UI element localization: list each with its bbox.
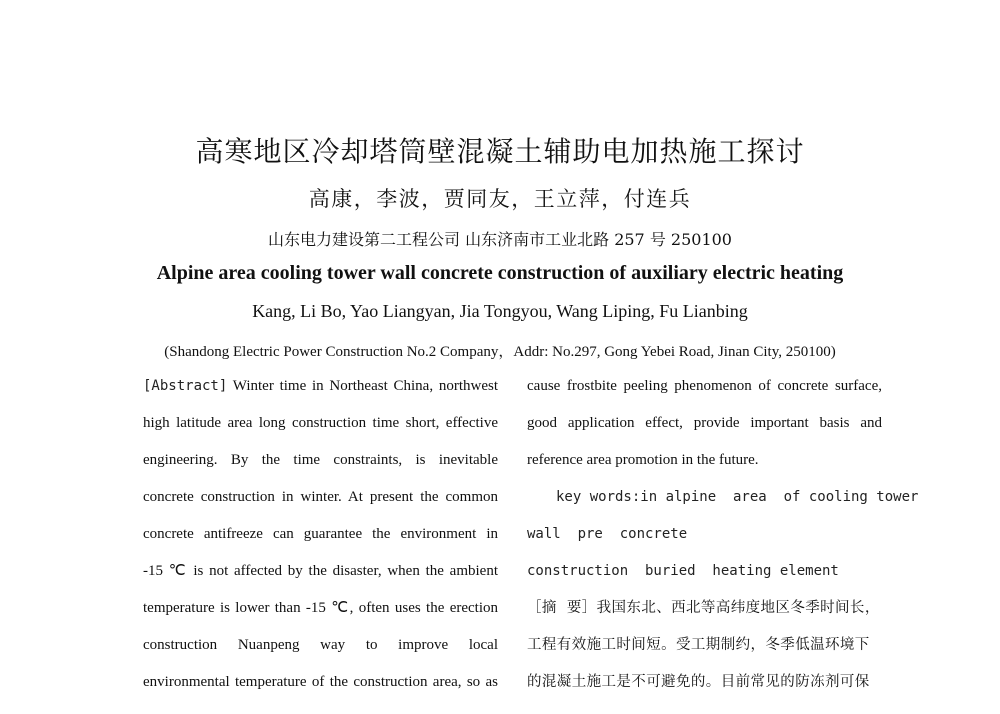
abstract-line: cause frostbite peeling phenomenon of concrete surface, bbox=[527, 378, 882, 394]
abstract-line: good application effect, provide important basis and bbox=[527, 415, 882, 431]
abstract-line: high latitude area long construction time short, effective bbox=[143, 415, 498, 431]
abstract-line: -15 ℃ is not affected by the disaster, when the ambient bbox=[143, 563, 498, 579]
abstract-line: engineering. By the time constraints, is inevitable bbox=[143, 452, 498, 468]
chinese-abstract-line: 的混凝土施工是不可避免的。目前常见的防冻剂可保 bbox=[527, 674, 870, 690]
affiliation-english: (Shandong Electric Power Construction No.2 Company，Addr: No.297, Gong Yebei Road, Jinan City, 250100) bbox=[164, 344, 836, 360]
keywords-line: wall pre concrete bbox=[527, 526, 688, 542]
authors-english: Kang, Li Bo, Yao Liangyan, Jia Tongyou, Wang Liping, Fu Lianbing bbox=[252, 301, 748, 321]
chinese-abstract-line: ［摘 要］我国东北、西北等高纬度地区冬季时间长， bbox=[527, 600, 880, 616]
keywords-line: key words:in alpine area of cooling tower bbox=[556, 489, 919, 505]
keywords-line: construction buried heating element bbox=[527, 563, 839, 579]
abstract-line: [Abstract] Winter time in Northeast China, northwest bbox=[143, 378, 498, 394]
abstract-line: reference area promotion in the future. bbox=[527, 452, 759, 468]
paper-title-chinese: 高寒地区冷却塔筒壁混凝土辅助电加热施工探讨 bbox=[195, 135, 805, 168]
paper-title-english: Alpine area cooling tower wall concrete construction of auxiliary electric heating bbox=[156, 262, 844, 284]
chinese-abstract-line: 工程有效施工时间短。受工期制约，冬季低温环境下 bbox=[527, 637, 870, 653]
abstract-label: [Abstract] bbox=[143, 378, 228, 394]
affiliation-chinese: 山东电力建设第二工程公司 山东济南市工业北路 257 号 250100 bbox=[268, 230, 732, 249]
authors-chinese: 高康，李波，贾同友，王立萍，付连兵 bbox=[308, 187, 692, 211]
abstract-line: concrete antifreeze can guarantee the environment in bbox=[143, 526, 498, 542]
abstract-line: concrete construction in winter. At present the common bbox=[143, 489, 498, 505]
abstract-line: construction Nuanpeng way to improve local bbox=[143, 637, 498, 653]
abstract-line: temperature is lower than -15 ℃, often uses the erection bbox=[143, 600, 498, 616]
abstract-line: environmental temperature of the construction area, so as bbox=[143, 674, 498, 690]
